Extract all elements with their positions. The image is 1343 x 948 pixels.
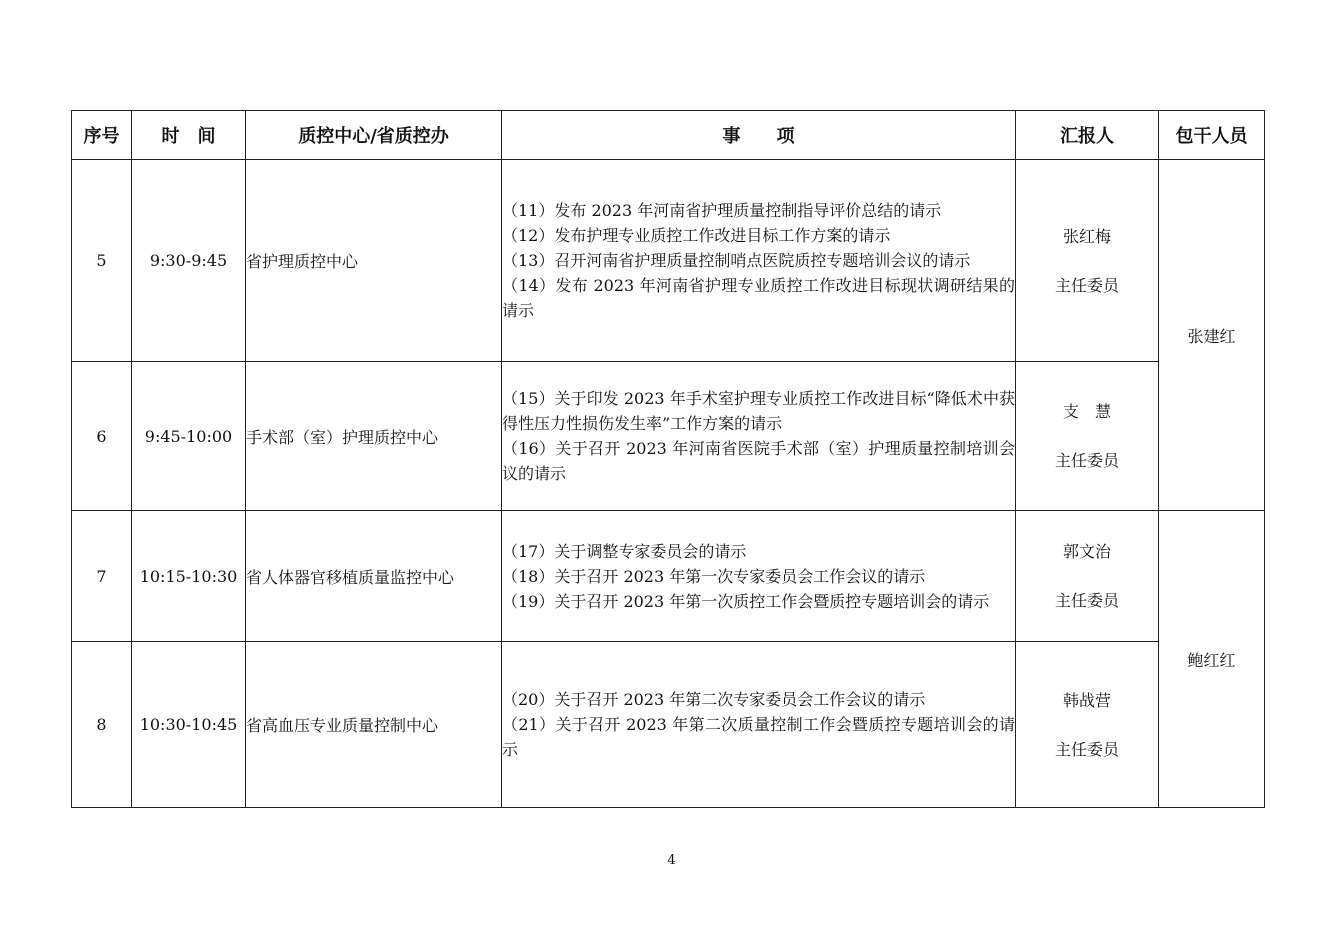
row-items <box>502 642 1016 808</box>
reporter-title: 主任委员 <box>1054 451 1119 470</box>
item-line: （18）关于召开 2023 年第一次专家委员会工作会议的请示 <box>502 566 926 586</box>
row-seq: 5 <box>72 160 132 362</box>
header-items: 事 项 <box>502 111 1016 160</box>
row-reporter <box>1016 362 1159 511</box>
reporter-title: 主任委员 <box>1054 739 1119 759</box>
header-time: 时 间 <box>132 111 246 160</box>
page-number: 4 <box>667 853 676 868</box>
item-line: （19）关于召开 2023 年第一次质控工作会暨质控专题培训会的请示 <box>502 591 990 611</box>
reporter-title: 主任委员 <box>1054 591 1119 610</box>
row-center: 省人体器官移植质量监控中心 <box>246 511 502 642</box>
table-row <box>72 362 1265 511</box>
row-time: 10:30-10:45 <box>132 642 246 808</box>
row-seq: 6 <box>72 362 132 511</box>
reporter-name: 韩战营 <box>1062 690 1111 710</box>
row-reporter <box>1016 642 1159 808</box>
row-items <box>502 511 1016 642</box>
table-row <box>72 642 1265 808</box>
row-items <box>502 160 1016 362</box>
item-line: （20）关于召开 2023 年第二次专家委员会工作会议的请示 <box>502 690 926 709</box>
item-line: （12）发布护理专业质控工作改进目标工作方案的请示 <box>502 226 891 245</box>
item-line: （16）关于召开 2023 年河南省医院手术部（室）护理质量控制培训会议的请示 <box>502 439 1015 483</box>
item-line: （21）关于召开 2023 年第二次质量控制工作会暨质控专题培训会的请示 <box>502 715 1015 759</box>
row-reporter <box>1016 511 1159 642</box>
row-reporter <box>1016 160 1159 362</box>
header-center: 质控中心/省质控办 <box>246 111 502 160</box>
header-staff: 包干人员 <box>1159 111 1265 160</box>
item-line: （15）关于印发 2023 年手术室护理专业质控工作改进目标“降低术中获得性压力性损伤发生率”工作方案的请示 <box>502 389 1015 433</box>
staff-cell: 张建红 <box>1159 160 1265 511</box>
table-row <box>72 160 1265 362</box>
table-row <box>72 511 1265 642</box>
item-line: （14）发布 2023 年河南省护理专业质控工作改进目标现状调研结果的请示 <box>502 276 1015 320</box>
header-row <box>72 111 1265 160</box>
row-center: 手术部（室）护理质控中心 <box>246 362 502 511</box>
row-time: 9:45-10:00 <box>132 362 246 511</box>
row-center: 省护理质控中心 <box>246 160 502 362</box>
item-line: （13）召开河南省护理质量控制哨点医院质控专题培训会议的请示 <box>502 251 971 270</box>
reporter-name: 郭文治 <box>1062 542 1111 561</box>
row-items <box>502 362 1016 511</box>
row-seq: 8 <box>72 642 132 808</box>
staff-cell: 鲍红红 <box>1159 511 1265 808</box>
reporter-title: 主任委员 <box>1054 275 1119 295</box>
row-time: 9:30-9:45 <box>132 160 246 362</box>
schedule-table <box>71 110 1265 808</box>
header-reporter: 汇报人 <box>1016 111 1159 160</box>
row-seq: 7 <box>72 511 132 642</box>
header-seq: 序号 <box>72 111 132 160</box>
reporter-name: 张红梅 <box>1062 226 1111 246</box>
item-line: （17）关于调整专家委员会的请示 <box>502 541 747 561</box>
row-time: 10:15-10:30 <box>132 511 246 642</box>
row-center: 省高血压专业质量控制中心 <box>246 642 502 808</box>
item-line: （11）发布 2023 年河南省护理质量控制指导评价总结的请示 <box>502 201 942 220</box>
reporter-name: 支 慧 <box>1062 402 1111 421</box>
